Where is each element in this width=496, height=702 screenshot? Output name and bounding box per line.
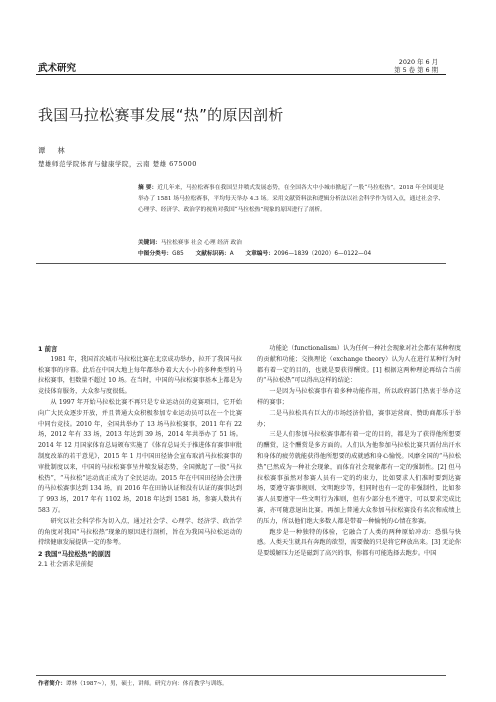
abstract-label: 摘 要： — [138, 185, 158, 191]
section-2-heading: 2 我国“马拉松热”的原因 — [38, 550, 111, 559]
article-no-label: 文章编号： — [245, 251, 274, 257]
paragraph: 三是人们参加马拉松赛事都有着一定的目的，都是为了获得他所想要的酬赏，这个酬赏是多方面的。人们认为他参加马拉松比赛只需付出汗水和身体的疲劳就能获得他所想要的成就感和身心愉悦。风靡全国的“马拉松热”已然成为一种社会现象，而体育社会现象都有一定的强制性。[2] 但马拉松赛事虽然对参赛人员有一定的约束力，比如要求人们准时要到达赛场，要遵守赛事规则、文明跑步等，但同时也有一定的非强制性，比如参赛人员要遵守一些文明行为准则，但有少部分也不遵守，可以要求完成比赛，亦可随意退出比赛。再加上普通大众参加马拉松赛没有名次和成绩上的压力，所以他们绝大多数人都是带着一种愉悦的心情在参赛。 — [257, 431, 461, 525]
clc-label: 中图分类号： — [138, 251, 173, 257]
doc-code-value: A — [229, 251, 234, 257]
abstract-text: 近几年来，马拉松赛事在我国呈井喷式发展态势，在全国各大中小城市掀起了一股“马拉松热”。2018 年全国更是举办了 1581 场马拉松赛事，平均每天举办 4.3 场。采用文献资料法和逻辑分析法以社会科学作为切入点，通过社会学、心理学、经济学、政治学的视角对我国“马拉松热”现象的原因进行了剖析。 — [138, 185, 444, 213]
paragraph: 1981 年，我国首次城市马拉松比赛在北京成功举办，拉开了我国马拉松赛事的序幕。此后在中国大地上每年都举办着大大小小的多种类型的马拉松赛事，但数量不超过 10 场。在当时，中国的马拉松赛事基本上都是为竞技体育服务，大众参与度很低。 — [38, 355, 242, 396]
section-2-1-heading: 2.1 社会需求是前提 — [38, 560, 94, 568]
footnote-rule — [36, 675, 446, 676]
journal-name: 武术研究 — [38, 63, 77, 74]
classification-line — [138, 248, 381, 257]
article-title: 我国马拉松赛事发展“热”的原因剖析 — [38, 106, 284, 124]
author-name: 谭 林 — [38, 146, 70, 155]
right-column — [257, 344, 461, 560]
issue-date: 2020 年 6 月 — [398, 58, 438, 66]
issue-volume: 第 5 卷 第 6 期 — [394, 66, 438, 74]
paragraph: 二是马拉松具有巨大的市场经济价值，赛事运营商、赞助商都乐于举办； — [257, 409, 461, 428]
author-affiliation: 楚雄师范学院体育与健康学院，云南 楚雄 675000 — [38, 160, 197, 168]
article-no-value: 2096—1839（2020）6—0122—04 — [273, 251, 372, 257]
left-column — [38, 344, 242, 571]
paragraph: 一是因为马拉松赛事有着多种功能作用，所以政府部门热衷于举办这样的赛事； — [257, 388, 461, 406]
keywords-label: 关键词： — [138, 240, 161, 246]
footnote-text: 谭林（1987~），男，硕士，讲师。研究方向：体育教学与训练。 — [65, 681, 228, 687]
keywords-text: 马拉松赛事 社会 心理 经济 政治 — [160, 240, 242, 246]
footnote-label: 作者简介： — [38, 681, 66, 687]
abstract — [138, 183, 444, 215]
paragraph: 从 1997 年开始马拉松比赛不再只是专业运动员的竞赛项目，它开始向广大民众逐步开放，并且普通大众积极参加专业运动员可以在一个比赛中同台竞技。2010 年，全国共举办了 13 场马拉松赛事，2011 年有 22 场，2012 年有 33 场，2013 年达到 39 场，2014 年共举办了 51 场。2014 年 12 月国家体育总局颁布实施了《体育总局关于推进体育赛事审批制度改革的若干意见》，2015 年 1 月中国田径协会宣布取消马拉松赛事的审批制度以来，中国的马拉松赛事呈井喷发展态势，全国掀起了一股“马拉松热”，“马拉松”运动真正成为了全民运动。2015 年在中国田径协会注册的马拉松赛事达到 134 场，而 2016 年在田协认证和没有认证的赛事达到了 993 场，2017 年有 1102 场，2018 年达到 1581 场，参赛人数共有 583 万。 — [38, 398, 242, 514]
header-rule — [36, 74, 446, 75]
abstract-rule — [36, 263, 446, 264]
doc-code-label: 文献标识码： — [195, 251, 230, 257]
author-footnote — [38, 679, 228, 687]
paragraph: 研究以社会科学作为切入点，通过社会学、心理学、经济学、政治学的角度对我国“马拉松热”现象的原因进行剖析，旨在为我国马拉松运动的持续健康发展提供一定的参考。 — [38, 517, 242, 547]
section-1-heading: 1 前言 — [38, 345, 58, 353]
paragraph: 功能论（functionalism）认为任何一种社会现象对社会都有某种程度的贡献和功能；交换理论（exchange theory）认为人在进行某种行为时都有着一定的目的，也就是要获得酬赏。[1] 根据这两种理论再结合当前的“马拉松热”可以得出这样的结论： — [257, 345, 461, 385]
paragraph: 跑步是一种独特的体验，它融合了人类的两种原始冲动：恐惧与快感。人类天生就具有奔跑的欲望，需要做的只是将它释放出来。[3] 无论你是要缓解压力还是磁到了高兴的事，你都有可能选择去跑步。中国 — [257, 528, 461, 558]
keywords — [138, 237, 242, 246]
clc-value: G85 — [172, 251, 184, 257]
